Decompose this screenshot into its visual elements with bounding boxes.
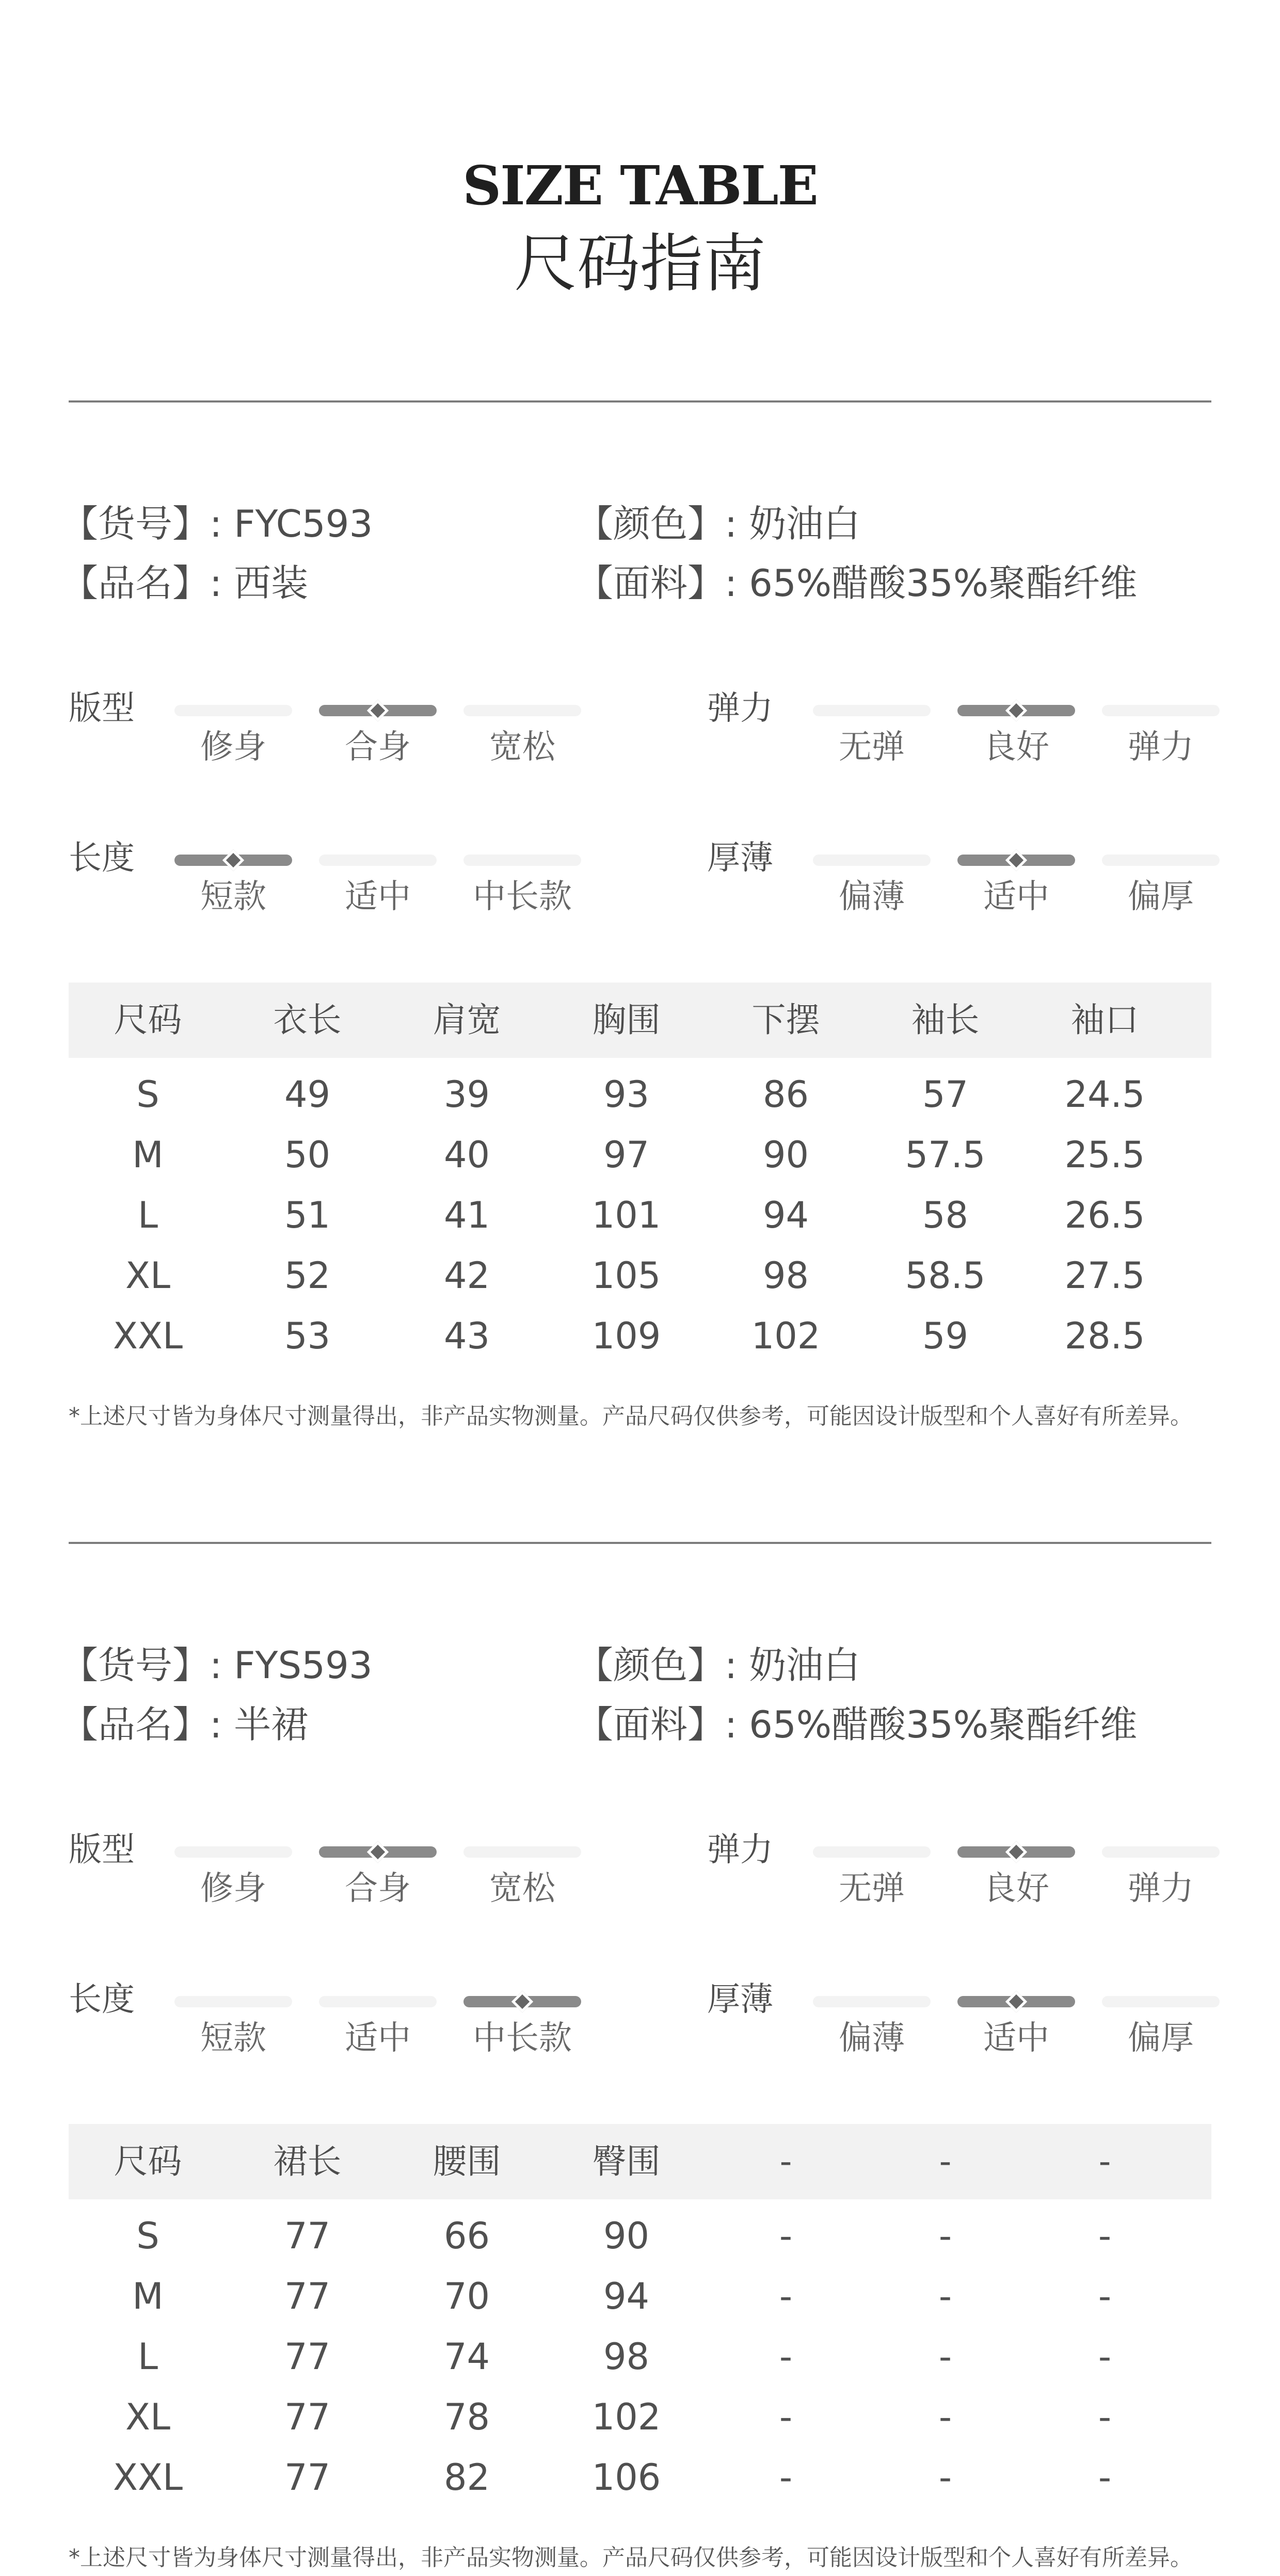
product-name: 【品名】: 半裙 [61,1703,309,1746]
scale-bar [957,1846,1075,1858]
attribute-label: 长度 [69,839,135,877]
table-cell: 90 [603,2215,650,2257]
scale-bar [813,855,931,866]
color-info: 【颜色】: 奶油白 [576,1644,861,1687]
table-cell: 82 [443,2456,490,2499]
table-header-cell: 肩宽 [433,1000,501,1040]
table-cell: - [938,2396,952,2438]
scale-option-label: 适中 [345,2019,411,2057]
table-cell: 102 [591,2396,661,2438]
scale-option-label: 适中 [345,878,411,916]
scale-option-label: 偏厚 [1128,2019,1194,2057]
scale-bar [813,705,931,716]
scale-option-label: 修身 [200,728,266,766]
table-cell: 74 [443,2336,490,2378]
table-cell: S [136,1073,159,1116]
scale-option-label: 中长款 [473,878,572,916]
attribute-label: 厚薄 [707,839,773,877]
table-cell: 49 [284,1073,331,1116]
table-cell: 86 [762,1073,809,1116]
table-cell: 101 [591,1194,661,1236]
table-cell: 58 [922,1194,969,1236]
table-header-cell: 下摆 [751,1000,820,1040]
table-cell: - [938,2456,952,2499]
attribute-label: 版型 [69,689,135,728]
scale-indicator-icon [367,700,389,721]
scale-bar [174,855,292,866]
table-cell: 42 [443,1254,490,1297]
scale-option-label: 短款 [200,2019,266,2057]
size-note: *上述尺寸皆为身体尺寸测量得出，非产品实物测量。产品尺码仅供参考，可能因设计版型和个人喜好有所差异。 [69,1403,1193,1429]
scale-option-label: 修身 [200,1870,266,1908]
table-cell: 40 [443,1134,490,1176]
table-cell: 51 [284,1194,331,1236]
scale-bar [319,705,437,716]
product-name: 【品名】: 西装 [61,561,309,605]
scale-option-label: 适中 [983,878,1049,916]
table-cell: 58.5 [905,1254,986,1297]
table-header-cell: 胸围 [592,1000,661,1040]
table-header-cell: 尺码 [114,1000,182,1040]
scale-bar [319,1996,437,2007]
table-cell: L [138,1194,158,1236]
table-header-cell: 袖长 [911,1000,980,1040]
table-header-cell: - [779,2142,792,2181]
table-cell: 77 [284,2456,331,2499]
table-cell: 28.5 [1064,1315,1145,1357]
scale-option-label: 良好 [983,1870,1049,1908]
title-english: SIZE TABLE [462,154,818,217]
scale-indicator-icon [1005,1991,1027,2013]
table-cell: 43 [443,1315,490,1357]
table-cell: 77 [284,2336,331,2378]
table-cell: M [132,2275,164,2317]
table-header-cell: - [1098,2142,1111,2181]
scale-indicator-icon [222,849,244,871]
table-cell: - [1098,2275,1112,2317]
item-number: 【货号】: FYS593 [61,1644,373,1687]
scale-bar [463,855,581,866]
scale-bar [813,1846,931,1858]
table-cell: 106 [591,2456,661,2499]
scale-option-label: 偏薄 [839,878,905,916]
table-cell: 26.5 [1064,1194,1145,1236]
table-cell: 27.5 [1064,1254,1145,1297]
scale-indicator-icon [1005,700,1027,721]
table-cell: 105 [591,1254,661,1297]
table-cell: 53 [284,1315,331,1357]
table-header-cell: 裙长 [273,2142,342,2181]
scale-option-label: 适中 [983,2019,1049,2057]
table-cell: - [1098,2336,1112,2378]
table-cell: 109 [591,1315,661,1357]
table-cell: 41 [443,1194,490,1236]
table-cell: 24.5 [1064,1073,1145,1116]
scale-option-label: 合身 [345,1870,411,1908]
table-cell: 57 [922,1073,969,1116]
scale-bar [957,1996,1075,2007]
scale-bar [1102,855,1220,866]
table-cell: 59 [922,1315,969,1357]
table-cell: - [938,2275,952,2317]
scale-option-label: 弹力 [1128,1870,1194,1908]
size-table-header [69,983,1211,1058]
scale-bar [957,705,1075,716]
material-info: 【面料】: 65%醋酸35%聚酯纤维 [576,1703,1138,1746]
table-cell: 77 [284,2275,331,2317]
size-table-header [69,2124,1211,2199]
scale-option-label: 中长款 [473,2019,572,2057]
table-cell: 90 [762,1134,809,1176]
size-section-skirt [0,1141,1280,2571]
scale-option-label: 宽松 [489,728,555,766]
table-header-cell: - [939,2142,952,2181]
table-cell: - [779,2396,793,2438]
scale-bar [174,705,292,716]
table-cell: - [938,2215,952,2257]
scale-indicator-icon [367,1841,389,1863]
table-cell: S [136,2215,159,2257]
scale-option-label: 偏薄 [839,2019,905,2057]
table-cell: 97 [603,1134,650,1176]
scale-bar [174,1846,292,1858]
table-cell: 93 [603,1073,650,1116]
scale-option-label: 无弹 [839,1870,905,1908]
table-cell: XL [125,1254,170,1297]
scale-indicator-icon [511,1991,533,2013]
scale-bar [463,1846,581,1858]
table-cell: 77 [284,2215,331,2257]
table-header-cell: 臀围 [592,2142,661,2181]
scale-option-label: 无弹 [839,728,905,766]
color-info: 【颜色】: 奶油白 [576,502,861,545]
scale-option-label: 良好 [983,728,1049,766]
attribute-label: 弹力 [707,689,773,728]
item-number: 【货号】: FYC593 [61,502,373,545]
attribute-label: 长度 [69,1981,135,2019]
table-cell: XL [125,2396,170,2438]
table-cell: 70 [443,2275,490,2317]
table-header-cell: 袖口 [1070,1000,1139,1040]
scale-bar [463,1996,581,2007]
scale-bar [1102,705,1220,716]
scale-bar [463,705,581,716]
table-cell: 77 [284,2396,331,2438]
table-cell: 102 [751,1315,821,1357]
table-cell: 50 [284,1134,331,1176]
table-cell: - [779,2275,793,2317]
title-chinese: 尺码指南 [514,227,766,300]
table-cell: XXL [113,1315,183,1357]
table-cell: M [132,1134,164,1176]
table-cell: - [1098,2396,1112,2438]
table-cell: L [138,2336,158,2378]
table-cell: - [1098,2456,1112,2499]
table-cell: XXL [113,2456,183,2499]
scale-option-label: 弹力 [1128,728,1194,766]
table-cell: 94 [603,2275,650,2317]
table-cell: 52 [284,1254,331,1297]
scale-bar [957,855,1075,866]
table-cell: 98 [603,2336,650,2378]
scale-option-label: 偏厚 [1128,878,1194,916]
table-cell: - [938,2336,952,2378]
table-cell: - [779,2336,793,2378]
scale-bar [319,1846,437,1858]
attribute-label: 厚薄 [707,1981,773,2019]
table-header-cell: 衣长 [273,1000,342,1040]
table-cell: - [1098,2215,1112,2257]
table-cell: 25.5 [1064,1134,1145,1176]
scale-bar [813,1996,931,2007]
table-cell: 94 [762,1194,809,1236]
table-cell: 39 [443,1073,490,1116]
scale-bar [174,1996,292,2007]
table-cell: 57.5 [905,1134,986,1176]
table-cell: - [779,2215,793,2257]
table-cell: 98 [762,1254,809,1297]
table-header-cell: 尺码 [114,2142,182,2181]
scale-option-label: 短款 [200,878,266,916]
attribute-label: 版型 [69,1831,135,1869]
table-cell: - [779,2456,793,2499]
scale-indicator-icon [1005,849,1027,871]
scale-option-label: 合身 [345,728,411,766]
size-note: *上述尺寸皆为身体尺寸测量得出，非产品实物测量。产品尺码仅供参考，可能因设计版型和个人喜好有所差异。 [69,2545,1193,2571]
scale-bar [1102,1996,1220,2007]
table-cell: 78 [443,2396,490,2438]
material-info: 【面料】: 65%醋酸35%聚酯纤维 [576,561,1138,605]
table-header-cell: 腰围 [433,2142,501,2181]
attribute-label: 弹力 [707,1831,773,1869]
table-cell: 66 [443,2215,490,2257]
scale-bar [319,855,437,866]
scale-option-label: 宽松 [489,1870,555,1908]
scale-bar [1102,1846,1220,1858]
scale-indicator-icon [1005,1841,1027,1863]
